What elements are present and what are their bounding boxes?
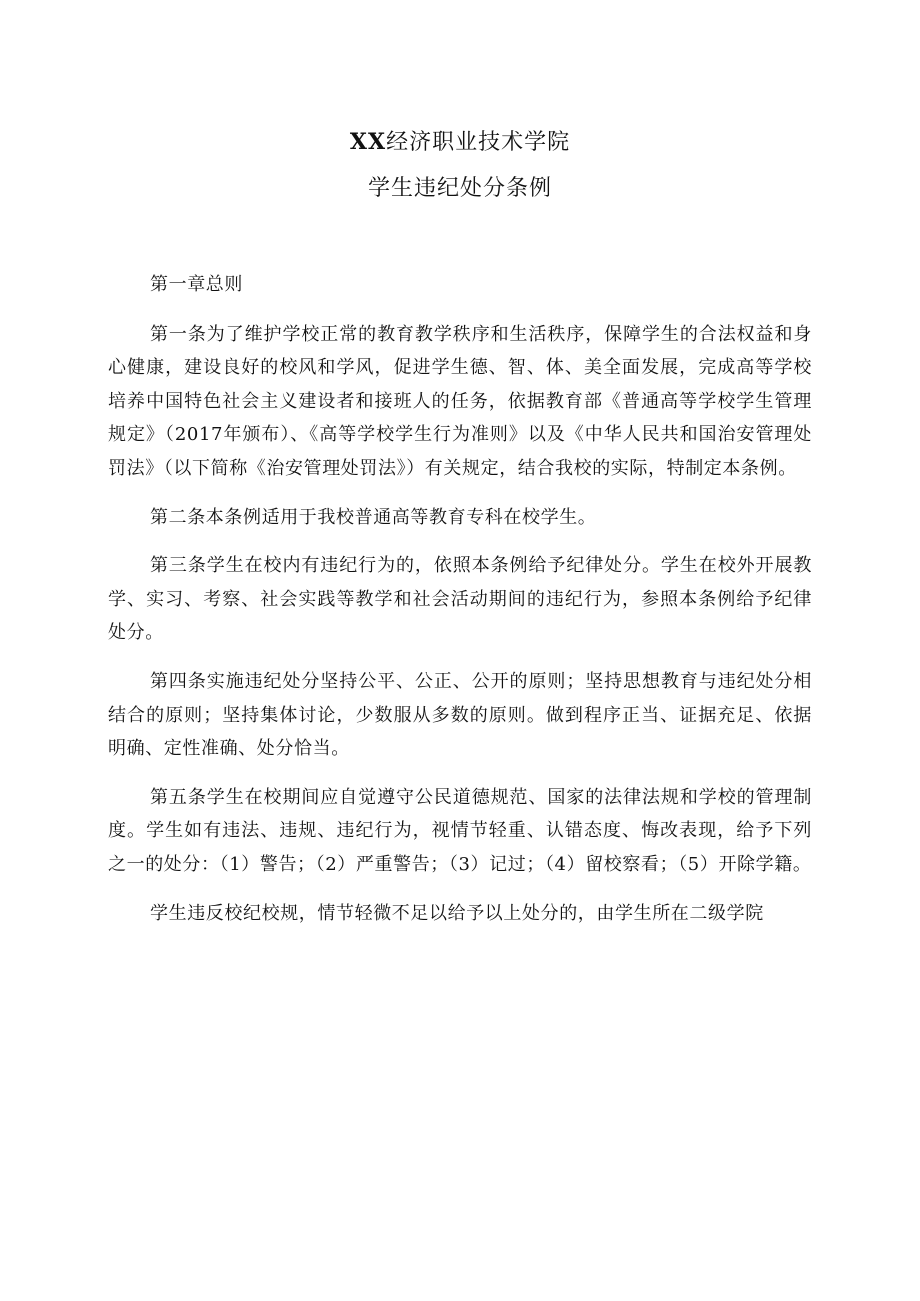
document-body	[108, 268, 812, 945]
article-1: 第一条为了维护学校正常的教育教学秩序和生活秩序，保障学生的合法权益和身心健康，建设良好的校风和学风，促进学生德、智、体、美全面发展，完成高等学校培养中国特色社会主义建设者和接班人的任务，依据教育部《普通高等学校学生管理规定》（2017年颁布）、《高等学校学生行为准则》以及《中华人民共和国治安管理处罚法》（以下简称《治安管理处罚法》）有关规定，结合我校的实际，特制定本条例。	[108, 323, 812, 479]
title-rest: 经济职业技术学院	[386, 130, 571, 155]
article-5: 第五条学生在校期间应自觉遵守公民道德规范、国家的法律法规和学校的管理制度。学生如有违法、违规、违纪行为，视情节轻重、认错态度、悔改表现，给予下列之一的处分：（1）警告；（2）严重警告；（3）记过；（4）留校察看；（5）开除学籍。	[108, 786, 812, 875]
chapter-heading: 第一章总则	[150, 274, 243, 295]
title-prefix: XX	[349, 129, 387, 155]
document-title-line1	[0, 127, 920, 158]
article-3: 第三条学生在校内有违纪行为的，依照本条例给予纪律处分。学生在校外开展教学、实习、考察、社会实践等教学和社会活动期间的违纪行为，参照本条例给予纪律处分。	[108, 555, 812, 644]
article-4: 第四条实施违纪处分坚持公平、公正、公开的原则；坚持思想教育与违纪处分相结合的原则；坚持集体讨论，少数服从多数的原则。做到程序正当、证据充足、依据明确、定性准确、处分恰当。	[108, 670, 812, 760]
document-title-line2: 学生违纪处分条例	[367, 176, 552, 201]
article-5-continuation: 学生违反校纪校规，情节轻微不足以给予以上处分的，由学生所在二级学院	[150, 902, 764, 924]
article-2: 第二条本条例适用于我校普通高等教育专科在校学生。	[150, 506, 597, 528]
